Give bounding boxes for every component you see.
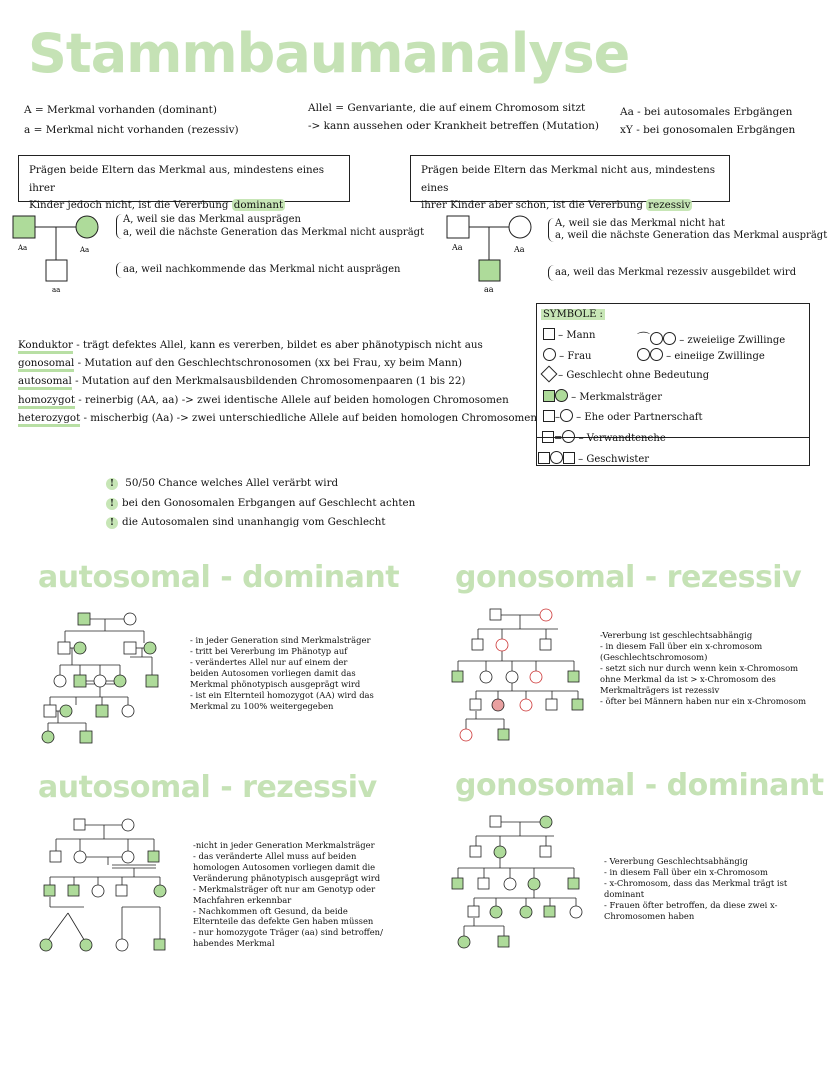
- recessive-keyword: rezessiv: [648, 199, 691, 211]
- dom-parent2-label: Aa: [80, 246, 90, 254]
- exclamation-icon: !: [106, 498, 118, 510]
- dominant-rule-box: [18, 155, 350, 211]
- legend-allel-note: -> kann aussehen oder Krankheit betreffen (Mutation): [308, 120, 600, 132]
- rec-reasons: [548, 218, 827, 242]
- symbol-verwandt: = – Verwandtenehe: [542, 430, 666, 444]
- rec-reason-1: A, weil sie das Merkmal nicht hat: [555, 218, 725, 229]
- rec-reason-3: aa, weil das Merkmal rezessiv ausgebildet wird: [548, 265, 796, 281]
- dom-child-label: aa: [52, 286, 61, 294]
- filled-square-icon: [543, 390, 555, 402]
- rec-parent1-label: Aa: [452, 243, 463, 252]
- dom-reason-2: a, weil die nächste Generation das Merkmal nicht ausprägt: [123, 226, 425, 238]
- def-term: heterozygot: [18, 412, 80, 427]
- def-heterozygot: heterozygot - mischerbig (Aa) -> zwei unterschiedliche Allele auf beiden homologen Chromosomen: [18, 409, 537, 427]
- dominant-rule-line1: Prägen beide Eltern das Merkmal aus, mindestens eines ihrer: [29, 164, 325, 194]
- symbol-ehe: – – Ehe oder Partnerschaft: [543, 409, 703, 423]
- partnership-icon: [543, 410, 555, 422]
- definitions-list: [18, 336, 537, 427]
- heading-autosomal-rezessiv: autosomal - rezessiv: [38, 770, 377, 805]
- text-gonosomal-dominant: - Vererbung Geschlechtsabhängig - in diesem Fall über ein x-Chromosom - x-Chromosom, dass das Merkmal trägt ist dominant - Frauen öfter betroffen, da diese zwei x- Chromosomen haben: [604, 856, 788, 921]
- def-homozygot: homozygot - reinerbig (AA, aa) -> zwei identische Allele auf beiden homologen Chromosomen: [18, 391, 537, 409]
- symbol-mann: – Mann: [543, 328, 595, 341]
- dom-reason-3: aa, weil nachkommende das Merkmal nicht ausprägen: [116, 262, 401, 278]
- pedigree-gonosomal-dominant: [450, 812, 600, 962]
- recessive-rule-line1: Prägen beide Eltern das Merkmal nicht aus, mindestens eines: [421, 164, 716, 194]
- square-icon: [543, 328, 555, 340]
- legend-gonosomal: xY - bei gonosomalen Erbgängen: [620, 124, 796, 136]
- symbol-geschwister: – Geschwister: [538, 451, 649, 465]
- pedigree-autosomal-rezessiv: [38, 815, 178, 965]
- notes-list: [106, 474, 415, 533]
- rec-child-label: aa: [484, 285, 494, 294]
- dominant-example-pedigree: [10, 210, 120, 300]
- rec-reason-2: a, weil die nächste Generation das Merkmal ausprägt: [555, 230, 828, 241]
- recessive-rule-line2: ihrer Kinder aber schon, ist die Vererbung: [421, 199, 647, 211]
- symbol-traeger: – Merkmalsträger: [543, 389, 662, 403]
- heading-autosomal-dominant: autosomal - dominant: [38, 560, 400, 595]
- dominant-rule-line2: Kinder jedoch nicht, ist die Vererbung: [29, 199, 232, 211]
- dom-reasons: [116, 214, 424, 239]
- symbols-box-bottom: [536, 438, 810, 466]
- legend-recessive: a = Merkmal nicht vorhanden (rezessiv): [24, 124, 239, 136]
- note-item: ! 50/50 Chance welches Allel verärbt wird: [106, 474, 415, 494]
- pedigree-autosomal-dominant: [40, 605, 180, 755]
- twins-icon: ⌒: [637, 332, 651, 347]
- note-item: ! bei den Gonosomalen Erbgangen auf Geschlecht achten: [106, 494, 415, 514]
- legend-allel: Allel = Genvariante, die auf einem Chromosom sitzt: [308, 102, 586, 114]
- recessive-rule-box: [410, 155, 730, 211]
- pedigree-gonosomal-rezessiv: [450, 605, 600, 755]
- heading-gonosomal-dominant: gonosomal - dominant: [455, 768, 824, 803]
- dom-reason-1: A, weil sie das Merkmal ausprägen: [123, 214, 301, 225]
- dominant-keyword: dominant: [233, 199, 284, 211]
- def-term: gonosomal: [18, 357, 74, 372]
- recessive-example-pedigree: [444, 210, 554, 300]
- exclamation-icon: !: [106, 517, 118, 529]
- symbol-eineiig: – eineiige Zwillinge: [637, 348, 765, 362]
- symbol-frau: – Frau: [543, 348, 591, 362]
- def-gonosomal: gonosomal - Mutation auf den Geschlechtschronosomen (xx bei Frau, xy beim Mann): [18, 354, 537, 372]
- symbol-geschlecht: – Geschlecht ohne Bedeutung: [543, 368, 709, 381]
- def-konduktor: Konduktor - trägt defektes Allel, kann es vererben, bildet es aber phänotypisch nicht aus: [18, 336, 537, 354]
- def-autosomal: autosomal - Mutation auf den Merkmalsausbildenden Chromosomenpaaren (1 bis 22): [18, 372, 537, 390]
- circle-icon: [543, 348, 556, 361]
- def-term: Konduktor: [18, 339, 73, 354]
- text-autosomal-dominant: - in jeder Generation sind Merkmalsträger - tritt bei Vererbung im Phänotyp auf - verändertes Allel nur auf einem der beiden Autosomen vorliegen damit das Merkmal phönotypisch ausgeprägt wird - ist ein Elternteil homozygot (AA) wird das Merkmal zu 100% weitergegeben: [190, 635, 374, 711]
- heading-gonosomal-rezessiv: gonosomal - rezessiv: [455, 560, 802, 595]
- filled-circle-icon: [555, 389, 568, 402]
- legend-dominant: A = Merkmal vorhanden (dominant): [24, 104, 217, 116]
- def-term: autosomal: [18, 375, 72, 390]
- rec-parent2-label: Aa: [514, 245, 525, 254]
- exclamation-icon: !: [106, 478, 118, 490]
- symbols-heading: SYMBOLE :: [543, 309, 603, 320]
- text-autosomal-rezessiv: -nicht in jeder Generation Merkmalsträger - das veränderte Allel muss auf beiden homologen Autosomen vorliegen damit die Veränderung phänotypisch ausgeprägt wird - Merkmalsträger oft nur am Genotyp oder Machfahren erkennbar - Nachkommen oft Gesund, da beide Elternteile das defekte Gen haben müssen - nur homozygote Träger (aa) sind betroffen/ habendes Merkmal: [193, 840, 383, 949]
- symbols-box: [536, 303, 810, 438]
- legend-autosomal: Aa - bei autosomales Erbgängen: [620, 106, 793, 118]
- def-term: homozygot: [18, 394, 75, 409]
- page-title: Stammbaumanalyse: [28, 22, 630, 85]
- dom-parent1-label: Aa: [18, 244, 28, 252]
- identical-twins-icon: [637, 348, 650, 361]
- text-gonosomal-rezessiv: -Vererbung ist geschlechtsabhängig - in diesem Fall über ein x-chromosom (Geschlechtschromosom) - setzt sich nur durch wenn kein x-Chromosom ohne Merkmal da ist > x-Chromosom des Merkmalträgers ist rezessiv - öfter bei Männern haben nur ein x-Chromosom: [600, 630, 807, 706]
- symbol-zweieiig: ⌒ – zweieiige Zwillinge: [637, 332, 786, 347]
- diamond-icon: [541, 366, 558, 383]
- note-item: ! die Autosomalen sind unanhangig vom Geschlecht: [106, 513, 415, 533]
